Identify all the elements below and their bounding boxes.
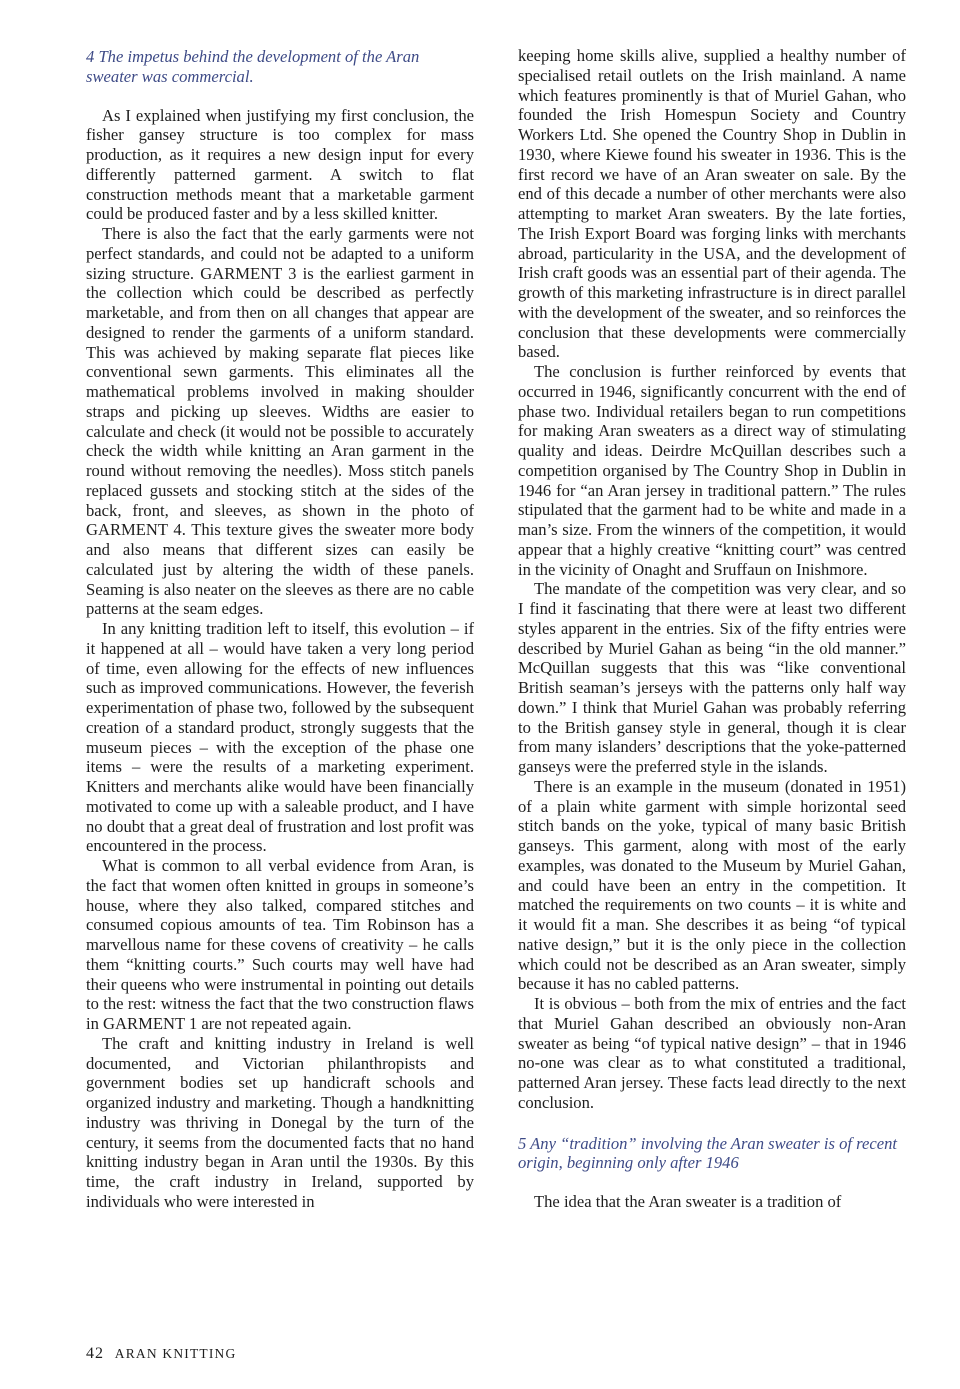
body-paragraph: The conclusion is further reinforced by events that occurred in 1946, significantly concurrent with the end of phase two. Individual retailers began to run competitions for making Aran sweaters as a direct way of stimulating quality and ideas. Deirdre McQuillan describes such a competition organised by The Country Shop in Dublin in 1946 for “an Aran jersey in traditional pattern.” The rules stipulated that the garment had to be white and made in a man’s size. From the winners of the competition, it would appear that a highly creative “knitting court” was centred in the vicinity of Onaght and Sruffaun on Inishmore. bbox=[518, 362, 906, 579]
body-paragraph: The idea that the Aran sweater is a tradition of bbox=[534, 1192, 842, 1211]
body-paragraph-continued: keeping home skills alive, supplied a healthy number of specialised retail outlets on the Irish mainland. A name which features prominently is that of Muriel Gahan, who founded the Irish Homespun Society and Country Workers Ltd. She opened the Country Shop in Dublin in 1930, where Kiewe found his sweater in 1936. This is the first record we have of an Aran sweater on sale. By the end of this decade a number of other merchants were also attempting to market Aran sweaters. By the late forties, The Irish Export Board was forging links with merchants abroad, particularity in the USA, and the development of Irish craft goods was an essential part of their agenda. The growth of this marketing infrastructure is in direct parallel with the development of the sweater, and so reinforces the conclusion that these developments were commercially based. bbox=[518, 46, 906, 362]
left-column bbox=[86, 46, 474, 1212]
section-heading-5: 5 Any “tradition” involving the Aran sweater is of recent origin, beginning only after 1946 bbox=[518, 1133, 898, 1173]
body-paragraph: It is obvious – both from the mix of entries and the fact that Muriel Gahan described an obviously non-Aran sweater as being “of typical native design” – that in 1946 no-one was clear as to what constituted a traditional, patterned Aran jersey. These facts lead directly to the next conclusion. bbox=[518, 994, 906, 1112]
body-paragraph: The mandate of the competition was very clear, and so I find it fascinating that there were at least two different styles apparent in the entries. Six of the fifty entries were described by Muriel Gahan as being “in the old manner.” McQuillan suggests that this was “like conventional British seaman’s jerseys with the patterns only half way down.” I think that Muriel Gahan was probably referring to the British gansey style in general, though it is clear from many islanders’ descriptions that the yoke-patterned ganseys were the preferred style in the islands. bbox=[518, 579, 906, 776]
page-footer bbox=[86, 1344, 236, 1365]
body-paragraph: The craft and knitting industry in Ireland is well documented, and Victorian philanthropists and government bodies set up handicraft schools and organized industry and marketing. Though a handknitting industry was thriving in Donegal by the turn of the century, it seems from the documented facts that no hand knitting industry began in Aran until the 1930s. By this time, the craft industry in Ireland, supported by individuals who were interested in bbox=[86, 1033, 474, 1211]
body-paragraph: In any knitting tradition left to itself, this evolution – if it happened at all – would have taken a very long period of time, even allowing for the effects of new influences such as improved communications. However, the feverish experimentation of phase two, followed by the subsequent creation of a standard product, strongly suggests that the museum pieces – with the exception of the phase one items – were the results of a marketing experiment. Knitters and merchants alike would have been financially motivated to come up with a saleable product, and I have no doubt that a great deal of frustration and lost profit was encountered in the process. bbox=[86, 619, 474, 856]
page-number: 42 bbox=[86, 1345, 104, 1362]
body-paragraph: As I explained when justifying my first conclusion, the fisher gansey structure is too complex for mass production, as it requires a new design input for every differently patterned garment. A switch to flat construction methods meant that a marketable garment could be produced faster and by a less skilled knitter. bbox=[86, 105, 474, 224]
body-paragraph: There is also the fact that the early garments were not perfect standards, and could not be adapted to a uniform sizing structure. GARMENT 3 is the earliest garment in the collection which could be described as perfectly marketable, and from then on all changes that appear are designed to render the garments of a uniform standard. This was achieved by making separate flat pieces like conventional sewn garments. This eliminates all the mathematical problems involved in making shoulder straps and picking up sleeves. Widths are easier to calculate and check (it would not be possible to accurately check the width while knitting an Aran garment in the round without removing the needles). Moss stitch panels replaced gussets and stocking stitch at the sides of the back, front, and sleeves, as shown in the photo of GARMENT 4. This texture gives the sweater more body and also means that different sizes can easily be calculated just by altering the width of these panels. Seaming is also neater on the sleeves as there are no cable patterns at the seam edges. bbox=[86, 224, 474, 619]
right-column bbox=[518, 46, 906, 1212]
body-paragraph: There is an example in the museum (donated in 1951) of a plain white garment with simple horizontal seed stitch bands on the yoke, typical of many basic British ganseys. This garment, along with most of the early examples, was donated to the Museum by Muriel Gahan, and could have been an entry in the competition. It matched the requirements on two counts – it is white and it would fit a man. She describes it as being “of typical native design,” but it is the only piece in the collection which could not be described as an Aran sweater, simply because it has no cabled patterns. bbox=[518, 776, 906, 994]
running-title: ARAN KNITTING bbox=[114, 1346, 237, 1361]
body-paragraph: What is common to all verbal evidence from Aran, is the fact that women often knitted in groups in someone’s house, where they also talked, compared stitches and consumed copious amounts of tea. Tim Robinson has a marvellous name for these covens of creativity – he calls them “knitting courts.” Such courts may well have had their queens who were instrumental in pointing out details to the rest: witness the fact that the two construction flaws in GARMENT 1 are not repeated again. bbox=[86, 856, 474, 1033]
section-heading-4: 4 The impetus behind the development of the Aran sweater was commercial. bbox=[86, 47, 420, 86]
